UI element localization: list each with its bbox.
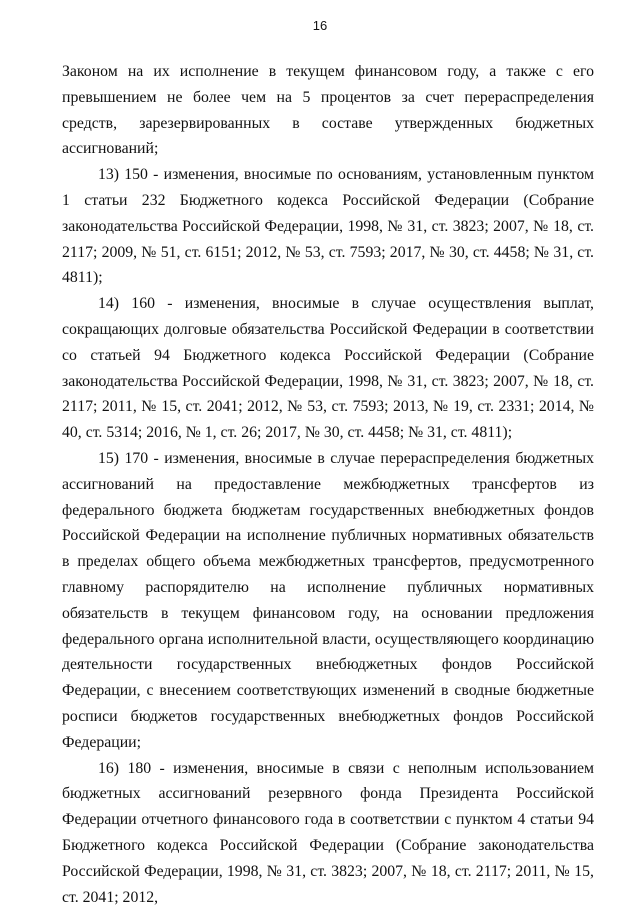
paragraph-item-13: 13) 150 - изменения, вносимые по основаниям, установленным пунктом 1 статьи 232 Бюджетного кодекса Российской Федерации (Собрание законодательства Российской Федерации, 1998, № 31, ст. 3823; 2007, № 18, ст. 2117; 2009, № 51, ст. 6151; 2012, № 53, ст. 7593; 2017, № 30, ст. 4458; № 31, ст. 4811); [62, 166, 594, 287]
paragraph-continuation: Законом на их исполнение в текущем финансовом году, а также с его превышением не более чем на 5 процентов за счет перераспределения средств, зарезервированных в составе утвержденных бюджетных ассигнований; [62, 63, 594, 158]
paragraph-item-16: 16) 180 - изменения, вносимые в связи с неполным использованием бюджетных ассигнований резервного фонда Президента Российской Федерации отчетного финансового года в соответствии с пунктом 4 статьи 94 Бюджетного кодекса Российской Федерации (Собрание законодательства Российской Федерации, 1998, № 31, ст. 3823; 2007, № 18, ст. 2117; 2011, № 15, ст. 2041; 2012, [62, 759, 594, 906]
document-body [62, 59, 594, 910]
paragraph-item-14: 14) 160 - изменения, вносимые в случае осуществления выплат, сокращающих долговые обязательства Российской Федерации в соответствии со статьей 94 Бюджетного кодекса Российской Федерации (Собрание законодательства Российской Федерации, 1998, № 31, ст. 3823; 2007, № 18, ст. 2117; 2011, № 15, ст. 2041; 2012, № 53, ст. 7593; 2013, № 19, ст. 2331; 2014, № 40, ст. 5314; 2016, № 1, ст. 26; 2017, № 30, ст. 4458; № 31, ст. 4811); [62, 295, 594, 442]
paragraph-item-15: 15) 170 - изменения, вносимые в случае перераспределения бюджетных ассигнований на предоставление межбюджетных трансфертов из федерального бюджета бюджетам государственных внебюджетных фондов Российской Федерации на исполнение публичных нормативных обязательств в пределах общего объема межбюджетных трансфертов, предусмотренного главному распорядителю на исполнение публичных нормативных обязательств в текущем финансовом году, на основании предложения федерального органа исполнительной власти, осуществляющего координацию деятельности государственных внебюджетных фондов Российской Федерации, с внесением соответствующих изменений в сводные бюджетные росписи бюджетов государственных внебюджетных фондов Российской Федерации; [62, 449, 594, 751]
page-number: 16 [312, 18, 328, 33]
